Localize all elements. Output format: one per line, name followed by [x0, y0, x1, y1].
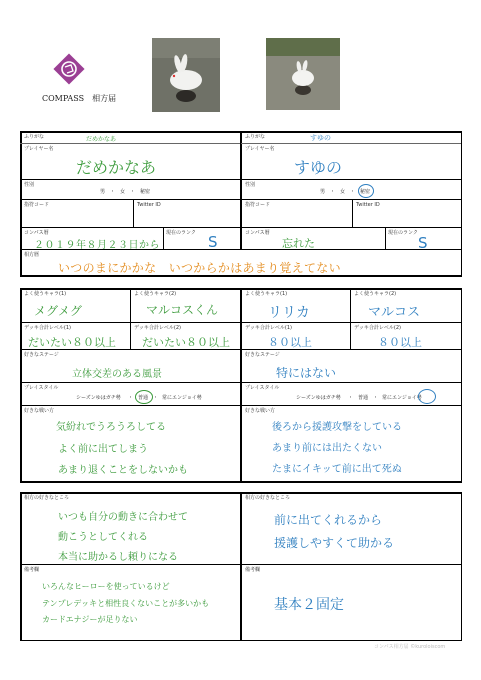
- right-char2-label: よく使うキャラ(2): [354, 291, 397, 297]
- left-stage: 立体交差のある風景: [72, 369, 162, 380]
- left-notes-line2: テンプレデッキと相性良くないことが多いかも: [42, 599, 210, 608]
- right-photo: [266, 38, 340, 110]
- left-notes-line3: カードエナジーが足りない: [42, 615, 138, 624]
- right-player-name: すゆの: [294, 158, 343, 177]
- right-stage: 特にはない: [276, 366, 337, 380]
- right-compass-history: 忘れた: [282, 237, 315, 250]
- left-level2: だいたい８０以上: [142, 336, 230, 349]
- left-char1-label: よく使うキャラ(1): [24, 291, 67, 297]
- left-char2: マルコスくん: [146, 303, 219, 317]
- left-compass-history: ２０１９年８月２３日から: [34, 240, 160, 251]
- left-likes-line2: 動こうとしてくれる: [58, 532, 148, 543]
- right-furigana-label: ふりがな: [245, 134, 266, 140]
- left-gender-male: 男: [100, 189, 106, 195]
- right-name-label: プレイヤー名: [245, 146, 275, 152]
- right-level2-label: デッキ合計レベル(2): [354, 325, 401, 331]
- left-style-enjoy: 常にエンジョイ勢: [162, 395, 202, 401]
- right-notes-label: 備考欄: [245, 567, 261, 573]
- left-photo: [152, 38, 220, 112]
- left-furigana: だめかなあ: [86, 136, 117, 143]
- left-style-circle: [135, 390, 153, 404]
- right-gender-female: 女: [340, 189, 346, 195]
- right-likes-line2: 援護しやすくて助かる: [274, 536, 395, 550]
- right-likes-line1: 前に出てくれるから: [274, 513, 383, 527]
- right-level2: ８０以上: [378, 336, 422, 349]
- right-style-season: シーズンゆはガチ勢: [296, 395, 341, 401]
- left-twitter-label: Twitter ID: [137, 202, 161, 208]
- left-style-normal: 普通: [138, 395, 149, 401]
- left-likes-label: 相方の好きなところ: [24, 495, 70, 501]
- left-history-label: コンパス暦: [24, 230, 49, 236]
- compass-logo: [52, 52, 86, 86]
- left-gender-female: 女: [120, 189, 126, 195]
- right-style-enjoy: 常にエンジョイ勢: [382, 395, 422, 401]
- right-gender-male: 男: [320, 189, 326, 195]
- left-notes-line1: いろんなヒーローを使っているけど: [42, 582, 170, 591]
- left-likes-line1: いつも自分の動きに合わせて: [58, 512, 188, 523]
- right-style-label: プレイスタイル: [245, 385, 280, 391]
- right-twitter-label: Twitter ID: [356, 202, 380, 208]
- right-fight-label: 好きな戦い方: [245, 408, 276, 414]
- left-rank: S: [208, 233, 218, 251]
- left-name-label: プレイヤー名: [24, 146, 54, 152]
- right-char2: マルコス: [368, 305, 421, 320]
- left-level2-label: デッキ合計レベル(2): [134, 325, 181, 331]
- left-level1: だいたい８０以上: [28, 336, 116, 349]
- left-fight-line1: 気紛れでうろうろしてる: [56, 422, 166, 433]
- partner-history: いつのまにかかな いつからかはあまり覚えてない: [58, 261, 341, 275]
- left-style-label: プレイスタイル: [24, 385, 59, 391]
- right-furigana: すゆの: [310, 134, 331, 142]
- left-gender-label: 性別: [24, 182, 35, 188]
- right-stage-label: 好きなステージ: [245, 352, 280, 358]
- left-furigana-label: ふりがな: [24, 134, 45, 140]
- partner-history-label: 相方暦: [24, 252, 40, 258]
- right-history-label: コンパス暦: [245, 230, 270, 236]
- left-char1: メグメグ: [34, 304, 82, 318]
- left-likes-line3: 本当に助かるし頼りになる: [58, 552, 178, 563]
- left-style-season: シーズンゆはガチ勢: [76, 395, 121, 401]
- left-notes-label: 備考欄: [24, 567, 40, 573]
- left-level1-label: デッキ合計レベル(1): [24, 325, 71, 331]
- left-fight-line3: あまり退くことをしないかも: [58, 465, 188, 476]
- right-gender-label: 性別: [245, 182, 256, 188]
- left-gender-secret: 秘密: [140, 189, 151, 195]
- right-fight-line2: あまり前には出たくない: [272, 443, 382, 454]
- right-rank: S: [418, 234, 428, 252]
- right-fight-line3: たまにイキッて前に出て死ぬ: [272, 464, 402, 475]
- left-stage-label: 好きなステージ: [24, 352, 59, 358]
- right-code-label: 指符コード: [245, 202, 271, 208]
- page-title: COMPASS 相方届: [42, 94, 117, 103]
- left-player-name: だめかなあ: [76, 158, 157, 177]
- footer-credit: コンパス相方届 ©kuroloiscom: [374, 644, 446, 650]
- right-gender-circle: [358, 184, 374, 198]
- right-fight-line1: 後ろから援護攻撃をしている: [272, 422, 402, 433]
- right-likes-label: 相方の好きなところ: [245, 495, 291, 501]
- right-style-normal: 普通: [358, 395, 369, 401]
- right-char1: リリカ: [268, 305, 310, 321]
- right-level1: ８０以上: [268, 336, 312, 349]
- left-fight-line2: よく前に出てしまう: [58, 444, 148, 455]
- right-gender-secret: 秘密: [360, 189, 371, 195]
- left-char2-label: よく使うキャラ(2): [134, 291, 177, 297]
- right-style-circle: [418, 389, 436, 404]
- left-code-label: 指符コード: [24, 202, 50, 208]
- right-rank-label: 現在のランク: [388, 230, 418, 236]
- right-char1-label: よく使うキャラ(1): [245, 291, 288, 297]
- right-level1-label: デッキ合計レベル(1): [245, 325, 292, 331]
- left-fight-label: 好きな戦い方: [24, 408, 55, 414]
- left-rank-label: 現在のランク: [166, 230, 196, 236]
- right-notes-line1: 基本２固定: [274, 597, 344, 613]
